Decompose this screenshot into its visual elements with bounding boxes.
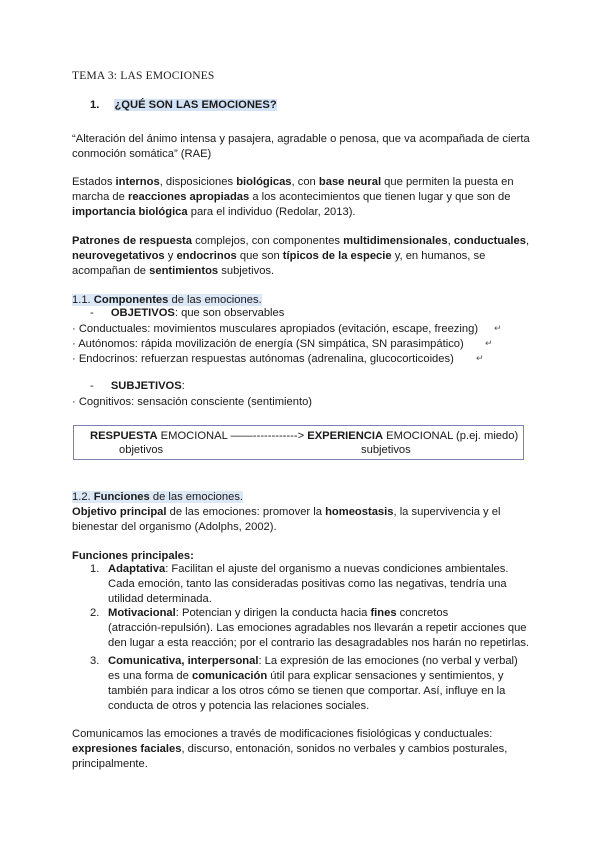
funcion-1-number: 1.: [90, 563, 100, 575]
funcion-1-line-2: Cada emoción, tanto las consideradas positivas como las negativas, tendría una: [108, 578, 507, 590]
definition-line-2: conmoción somática” (RAE): [72, 148, 212, 160]
objetivo-principal-line-2: bienestar del organismo (Adolphs, 2002).: [72, 521, 277, 533]
return-mark-icon: ↵: [476, 353, 484, 363]
patrones-line-3: acompañan de sentimientos subjetivos.: [72, 265, 275, 277]
subjetivos-item: · Cognitivos: sensación consciente (sentimiento): [72, 396, 313, 408]
objetivos-item-1: · Conductuales: movimientos musculares apropiados (evitación, escape, freezing): [72, 323, 479, 335]
estados-line-1: Estados internos, disposiciones biológicas, con base neural que permiten la puesta en: [72, 176, 514, 188]
patrones-line-1: Patrones de respuesta complejos, con componentes multidimensionales, conductuales,: [72, 235, 530, 247]
final-line-2: expresiones faciales, discurso, entonación, sonidos no verbales y cambios posturales,: [72, 743, 508, 755]
doc-title: TEMA 3: LAS EMOCIONES: [72, 70, 215, 82]
subjetivos-heading: - SUBJETIVOS:: [90, 380, 185, 392]
funciones-title: Funciones principales:: [72, 550, 194, 562]
funcion-3-line-1: Comunicativa, interpersonal: La expresión de las emociones (no verbal y verbal): [108, 655, 518, 667]
funcion-3-line-4: conducta de otros y potencia las relaciones sociales.: [108, 700, 370, 712]
subsection-1-2-heading: 1.2. Funciones de las emociones.: [72, 491, 244, 503]
box-label-subjetivos: subjetivos: [361, 444, 411, 456]
section-1-number: 1.: [90, 99, 100, 111]
funcion-3-number: 3.: [90, 655, 100, 667]
section-1-heading: [90, 99, 277, 111]
return-mark-icon: ↵: [494, 323, 502, 333]
definition-line-1: “Alteración del ánimo intensa y pasajera, agradable o penosa, que va acompañada de cierta: [72, 133, 530, 145]
objetivos-heading: - OBJETIVOS: que son observables: [90, 307, 285, 319]
objetivos-item-3: · Endocrinos: refuerzan respuestas autónomas (adrenalina, glucocorticoides): [72, 353, 454, 365]
box-main-line: RESPUESTA EMOCIONAL ——------------> EXPERIENCIA EMOCIONAL (p.ej. miedo): [90, 430, 519, 442]
funcion-3-line-2: es una forma de comunicación útil para explicar sensaciones y sentimientos, y: [108, 670, 504, 682]
estados-line-3: importancia biológica para el individuo (Redolar, 2013).: [72, 206, 356, 218]
objetivos-item-2: · Autónomos: rápida movilización de energía (SN simpática, SN parasimpático): [72, 338, 464, 350]
funcion-1-line-3: utilidad determinada.: [108, 593, 212, 605]
funcion-2-line-3: den lugar a esta reacción; por el contrario las desagradables nos harán no repetirlas.: [108, 637, 530, 649]
funcion-2-line-2: (atracción-repulsión). Las emociones agradables nos llevarán a repetir acciones que: [108, 622, 527, 634]
funcion-1-line-1: Adaptativa: Facilitan el ajuste del organismo a nuevas condiciones ambientales.: [108, 563, 509, 575]
funcion-2-line-1: Motivacional: Potencian y dirigen la conducta hacia fines concretos: [108, 607, 449, 619]
final-line-3: principalmente.: [72, 758, 148, 770]
box-label-objetivos: objetivos: [119, 444, 164, 456]
return-mark-icon: ↵: [485, 338, 493, 348]
subsection-1-1-heading: 1.1. Componentes de las emociones.: [72, 294, 262, 306]
section-1-title: ¿QUÉ SON LAS EMOCIONES?: [114, 99, 277, 111]
patrones-line-2: neurovegetativos y endocrinos que son típicos de la especie y, en humanos, se: [72, 250, 486, 262]
funcion-3-line-3: también para indicar a los otros cómo se tienen que comportar. Así, influye en la: [108, 685, 506, 697]
objetivo-principal-line-1: Objetivo principal de las emociones: promover la homeostasis, la supervivencia y el: [72, 506, 501, 518]
funcion-2-number: 2.: [90, 607, 100, 619]
final-line-1: Comunicamos las emociones a través de modificaciones fisiológicas y conductuales:: [72, 728, 493, 740]
estados-line-2: marcha de reacciones apropiadas a los acontecimientos que tienen lugar y que son de: [72, 191, 511, 203]
